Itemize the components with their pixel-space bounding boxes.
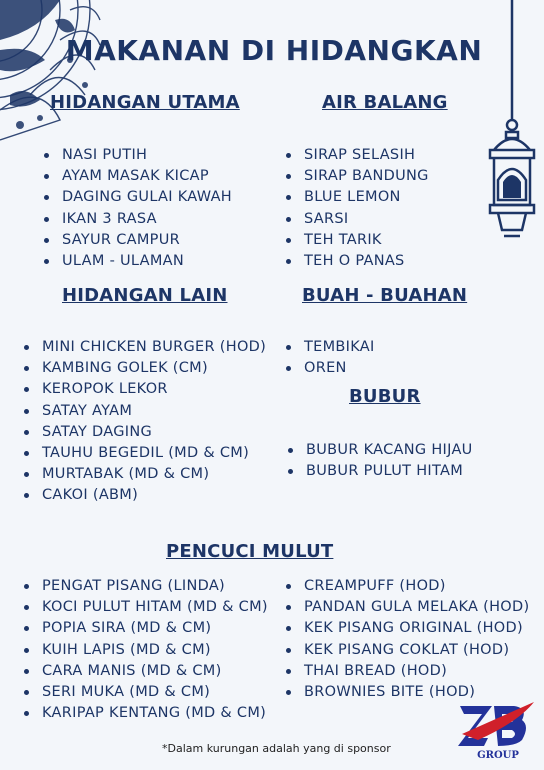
list-buah-buahan [286, 337, 375, 379]
list-item: MURTABAK (MD & CM) [24, 464, 266, 485]
list-item: TEH O PANAS [286, 251, 429, 272]
heading-pencuci-mulut: PENCUCI MULUT [166, 541, 334, 562]
list-pencuci-mulut-left [24, 576, 268, 724]
list-item: SIRAP SELASIH [286, 145, 429, 166]
logo-text: GROUP [477, 750, 519, 761]
page-title: MAKANAN DI HIDANGKAN [65, 34, 483, 67]
list-item: KEROPOK LEKOR [24, 379, 266, 400]
list-item: SAYUR CAMPUR [44, 230, 232, 251]
list-item: CAKOI (ABM) [24, 485, 266, 506]
list-item: THAI BREAD (HOD) [286, 661, 529, 682]
list-item: KEK PISANG ORIGINAL (HOD) [286, 618, 529, 639]
list-item: AYAM MASAK KICAP [44, 166, 232, 187]
list-item: KUIH LAPIS (MD & CM) [24, 640, 268, 661]
list-item: SATAY AYAM [24, 401, 266, 422]
list-item: ULAM - ULAMAN [44, 251, 232, 272]
mandala-ornament-icon [0, 0, 110, 150]
footnote: *Dalam kurungan adalah yang di sponsor [162, 742, 391, 755]
list-item: BUBUR KACANG HIJAU [288, 440, 473, 461]
list-hidangan-utama [44, 145, 232, 272]
list-item: KEK PISANG COKLAT (HOD) [286, 640, 529, 661]
list-item: POPIA SIRA (MD & CM) [24, 618, 268, 639]
heading-buah-buahan: BUAH - BUAHAN [302, 285, 468, 306]
list-item: TEH TARIK [286, 230, 429, 251]
list-item: PENGAT PISANG (LINDA) [24, 576, 268, 597]
list-bubur [288, 440, 473, 482]
list-item: NASI PUTIH [44, 145, 232, 166]
zb-group-logo [458, 700, 538, 762]
list-item: MINI CHICKEN BURGER (HOD) [24, 337, 266, 358]
list-item: DAGING GULAI KAWAH [44, 187, 232, 208]
list-item: TAUHU BEGEDIL (MD & CM) [24, 443, 266, 464]
list-item: KAMBING GOLEK (CM) [24, 358, 266, 379]
list-hidangan-lain [24, 337, 266, 507]
list-item: SATAY DAGING [24, 422, 266, 443]
list-item: BUBUR PULUT HITAM [288, 461, 473, 482]
list-item: IKAN 3 RASA [44, 209, 232, 230]
list-item: BLUE LEMON [286, 187, 429, 208]
list-item: BROWNIES BITE (HOD) [286, 682, 529, 703]
heading-bubur: BUBUR [349, 386, 421, 407]
list-item: KARIPAP KENTANG (MD & CM) [24, 703, 268, 724]
heading-hidangan-lain: HIDANGAN LAIN [62, 285, 228, 306]
list-item: PANDAN GULA MELAKA (HOD) [286, 597, 529, 618]
list-item: TEMBIKAI [286, 337, 375, 358]
list-item: KOCI PULUT HITAM (MD & CM) [24, 597, 268, 618]
list-item: SARSI [286, 209, 429, 230]
list-item: CARA MANIS (MD & CM) [24, 661, 268, 682]
list-item: CREAMPUFF (HOD) [286, 576, 529, 597]
list-item: SERI MUKA (MD & CM) [24, 682, 268, 703]
list-air-balang [286, 145, 429, 272]
heading-hidangan-utama: HIDANGAN UTAMA [50, 92, 240, 113]
list-item: OREN [286, 358, 375, 379]
heading-air-balang: AIR BALANG [322, 92, 448, 113]
list-pencuci-mulut-right [286, 576, 529, 703]
list-item: SIRAP BANDUNG [286, 166, 429, 187]
